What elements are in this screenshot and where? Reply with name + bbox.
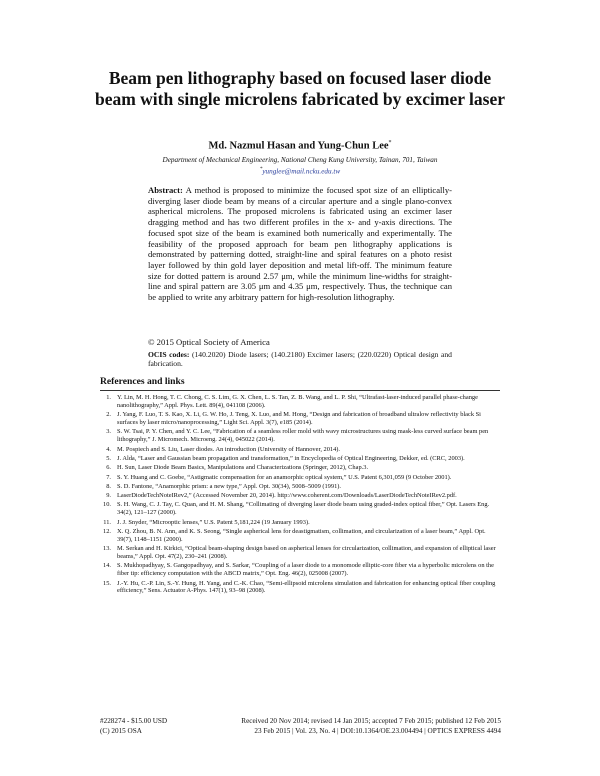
reference-number: 8. — [106, 482, 111, 490]
reference-item — [100, 455, 500, 463]
email-asterisk: * — [259, 167, 263, 172]
reference-text: LaserDiodeTechNoteIRev2,” (Accessed November 20, 2014). http://www.coherent.com/Downloads/LaserDiodeTechNoteIRev2.pdf. — [117, 492, 457, 500]
reference-text: J. J. Snyder, “Microoptic lenses,” U.S. Patent 5,181,224 (19 January 1993). — [117, 518, 310, 526]
ocis-text: (140.2020) Diode lasers; (140.2180) Excimer lasers; (220.0220) Optical design and fabrication. — [148, 350, 452, 369]
affiliation — [80, 156, 520, 176]
reference-item — [100, 474, 500, 482]
reference-text: S. Y. Huang and C. Goebe, “Astigmatic compensation for an anamorphic optical system,” U.S. Patent 6,301,059 (9 October 2001). — [117, 473, 452, 481]
reference-number: 7. — [106, 473, 111, 481]
reference-text: S. D. Fantone, “Anamorphic prism: a new type,” Appl. Opt. 30(34), 5008–5009 (1991). — [117, 482, 341, 490]
footer-dates: Received 20 Nov 2014; revised 14 Jan 2015; accepted 7 Feb 2015; published 12 Feb 2015 — [241, 717, 501, 725]
reference-text: S. H. Wang, C. J. Tay, C. Quan, and H. M. Shang, “Collimating of diverging laser diode beam using graded-index optical fiber,” Opt. Lasers Eng. 34(2), 121–127 (2000). — [117, 501, 490, 517]
footer-article-price: #228274 - $15.00 USD — [100, 717, 168, 725]
author-names: Md. Nazmul Hasan and Yung-Chun Lee — [208, 140, 389, 152]
affiliation-text: Department of Mechanical Engineering, National Cheng Kung University, Tainan, 701, Taiwan — [162, 156, 438, 164]
reference-item — [100, 483, 500, 491]
reference-number: 13. — [103, 545, 111, 553]
references-divider — [100, 390, 500, 391]
reference-text: H. Sun, Laser Diode Beam Basics, Manipulations and Characterizations (Springer, 2012), Chap.3. — [117, 464, 369, 472]
ocis-codes — [148, 350, 452, 368]
reference-number: 9. — [106, 492, 111, 500]
reference-item — [100, 411, 500, 427]
reference-text: M. Serkan and H. Kirkici, “Optical beam-shaping design based on aspherical lenses for circularization, collimation, and expansion of elliptical laser beams,” Appl. Opt. 47(2), 230–241 (2008). — [117, 545, 496, 560]
contact-email-line — [80, 165, 520, 176]
reference-number: 14. — [103, 562, 111, 570]
reference-number: 10. — [103, 501, 111, 509]
reference-text: X. Q. Zhou, B. N. Ann, and K. S. Seong, “Single aspherical lens for deastigmatism, collimation, and circularization of a laser beam,” Appl. Opt. 39(7), 1148–1151 (2000). — [117, 527, 486, 543]
reference-item — [100, 528, 500, 544]
reference-number: 12. — [103, 527, 111, 535]
footer-journal-info: 23 Feb 2015 | Vol. 23, No. 4 | DOI:10.1364/OE.23.004494 | OPTICS EXPRESS 4494 — [254, 727, 501, 735]
footer-left — [100, 716, 210, 736]
contact-email-link[interactable]: yunglee@mail.ncku.edu.tw — [262, 167, 341, 176]
reference-number: 2. — [106, 411, 111, 419]
reference-number: 15. — [103, 579, 111, 587]
reference-text: S. Mukhopadhyay, S. Gangopadhyay, and S. Sarkar, “Coupling of a laser diode to a monomode elliptic-core fiber via a hyperbolic microlens on the fiber tip: efficiency computation with the ABCD matrix,” Opt. Eng. 46(2), 025008 (2007). — [117, 562, 494, 578]
footer-copyright: (C) 2015 OSA — [100, 727, 142, 735]
abstract-text: A method is proposed to minimize the focused spot size of an elliptically-diverging laser diode beam by means of a circular aperture and a single plano-convex aspherical microlens. The proposed microlens is fabricated using an excimer laser dragging method and has two different profiles in the x- and y-axis directions. The focused spot size of the beam is examined both numerically and experimentally. The feasibility of the proposed approach for beam pen lithography applications is demonstrated by patterning dotted, straight-line and spiral features on a photo resist layer followed by thin gold layer deposition and metal lift-off. The minimum feature size for dotted pattern is around 2.57 μm, while the minimum line-widths for straight-line and spiral pattern are 3.05 μm and 4.35 μm, respectively. Thus, the technique can be applied to write any arbitrary pattern for high-resolution lithography. — [148, 185, 452, 303]
reference-item — [100, 519, 500, 527]
reference-number: 1. — [106, 394, 111, 401]
reference-item — [100, 428, 500, 444]
reference-number: 4. — [106, 445, 111, 453]
reference-text: S. W. Tsai, P. Y. Chen, and Y. C. Lee, “Fabrication of a seamless roller mold with wavy microstructures using mask-less curved surface beam pen lithography,” J. Micromech. Microeng. 24(4), 045022 (2014). — [117, 428, 489, 444]
paper-title: Beam pen lithography based on focused laser diode beam with single microlens fabricated by excimer laser — [94, 68, 506, 109]
reference-item — [100, 580, 500, 596]
reference-item — [100, 464, 500, 472]
abstract — [148, 185, 452, 303]
references-list — [100, 394, 500, 597]
reference-item — [100, 501, 500, 517]
reference-number: 11. — [103, 518, 111, 526]
reference-text: J. Alda, “Laser and Gaussian beam propagation and transformation,” in Encyclopedia of Optical Engineering, Dekker, ed. (CRC, 2003). — [117, 454, 465, 462]
reference-item — [100, 545, 500, 561]
reference-number: 3. — [106, 428, 111, 436]
reference-item — [100, 446, 500, 454]
reference-text: M. Pospiech and S. Liu, Laser diodes. An introduction (University of Hannover, 2014). — [117, 445, 341, 453]
reference-number: 6. — [106, 464, 111, 472]
reference-text: J. Yang, F. Luo, T. S. Kao, X. Li, G. W. Ho, J. Teng, X. Luo, and M. Hong, “Design and fabrication of broadband ultralow reflectivity black Si surfaces by laser micro/nanoprocessing,” Light Sci. Appl. 3(7), e185 (2014). — [117, 411, 481, 427]
reference-number: 5. — [106, 454, 111, 462]
ocis-label: OCIS codes: — [148, 350, 190, 359]
abstract-label: Abstract: — [148, 185, 183, 195]
reference-text: Y. Lin, M. H. Hong, T. C. Chong, C. S. Lim, G. X. Chen, L. S. Tan, Z. B. Wang, and L. P. Shi, “Ultrafast-laser-induced parallel phase-change nanolithography,” Appl. Phys. Lett. 89(4), 041108 (2006). — [117, 394, 478, 409]
reference-item — [100, 562, 500, 578]
author-asterisk: * — [388, 140, 392, 146]
footer-right — [205, 716, 501, 736]
reference-item — [100, 394, 500, 410]
reference-item — [100, 492, 500, 500]
references-heading: References and links — [100, 376, 185, 387]
copyright-notice: © 2015 Optical Society of America — [148, 337, 270, 347]
reference-text: J.-Y. Hu, C.-P. Lin, S.-Y. Hung, H. Yang, and C.-K. Chao, “Semi-ellipsoid microlens simulation and fabrication for enhancing optical fiber coupling efficiency,” Sens. Actuator A-Phys. 147(1), 93–98 (2008). — [117, 579, 496, 595]
author-line — [0, 140, 600, 152]
